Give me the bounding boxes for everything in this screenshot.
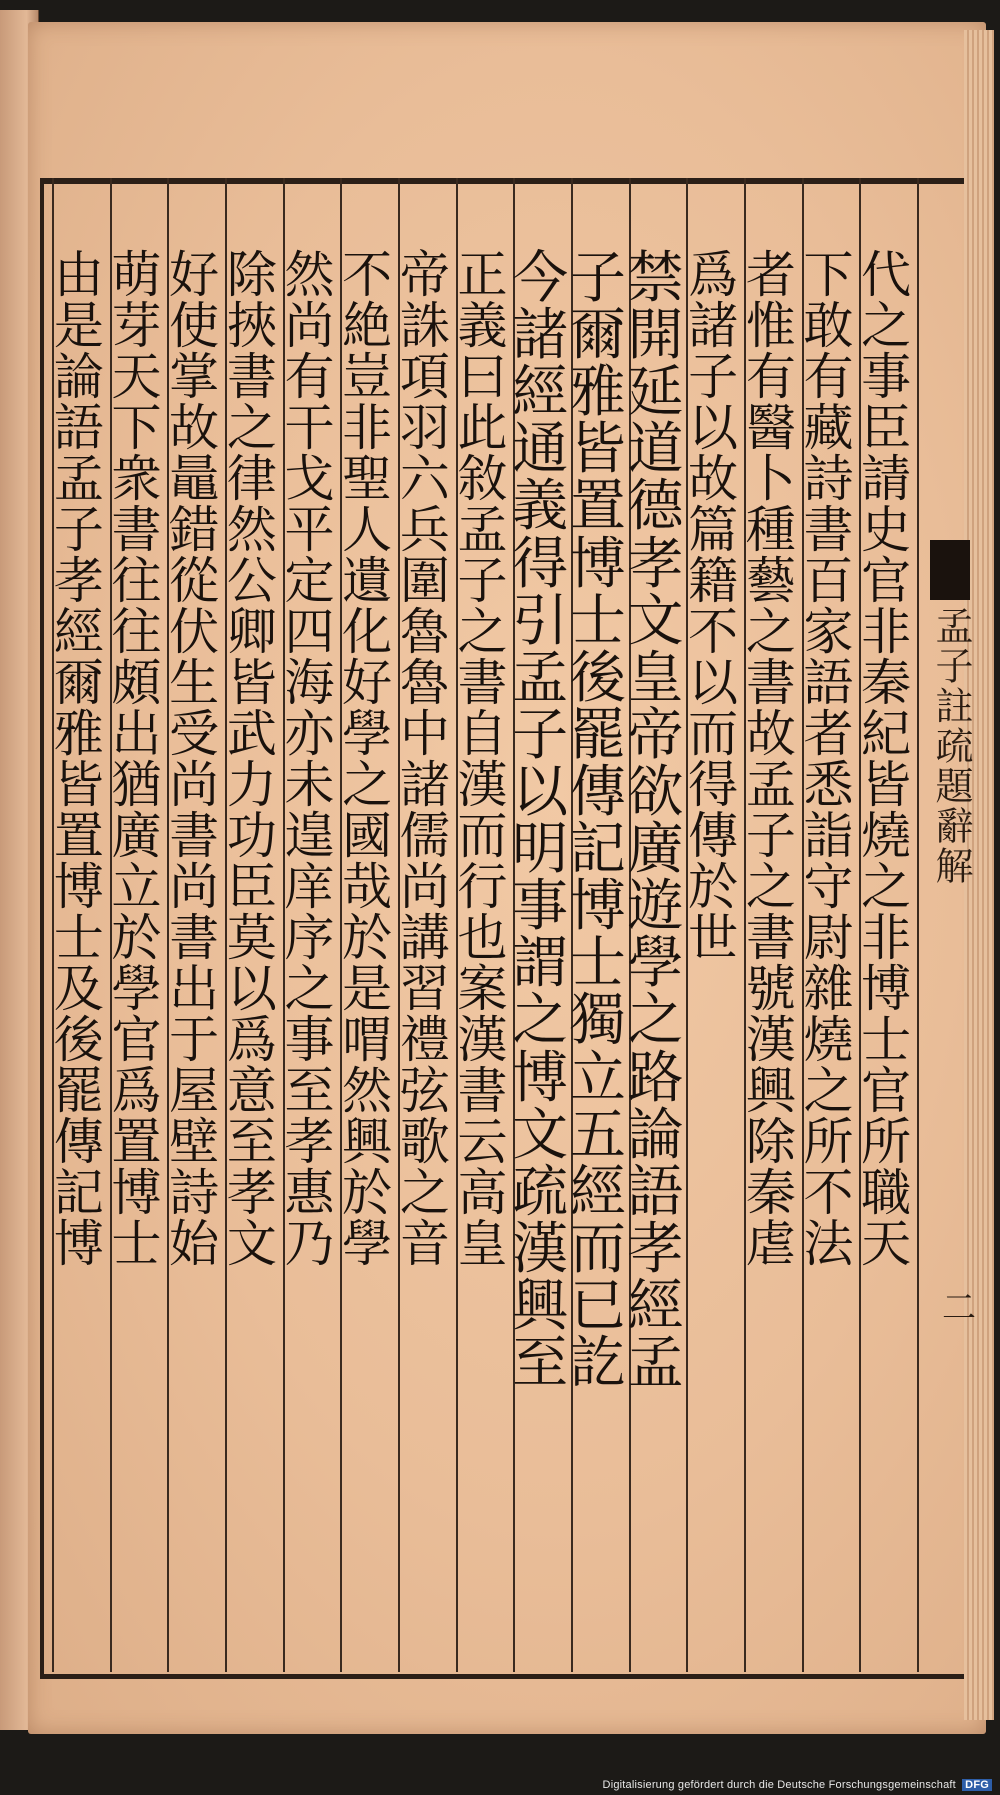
digitization-credit	[603, 1779, 992, 1791]
text-column: 爲 諸 子 以 故 篇 籍 不 以 而 得 傳 於 世	[688, 246, 739, 967]
text-column: 者 惟 有 醫 卜 種 藝 之 書 故 孟 子 之 書 號 漢 興 除 秦 虐	[745, 246, 796, 1273]
folio-number: 二	[942, 1288, 976, 1328]
text-column: 萌 芽 天 下 衆 書 往 往 頗 出 猶 廣 立 於 學 官 爲 置 博 士	[111, 246, 162, 1273]
text-column: 好 使 掌 故 鼂 錯 從 伏 生 受 尚 書 尚 書 出 于 屋 壁 詩 始	[169, 246, 220, 1273]
text-column: 下 敢 有 藏 詩 書 百 家 語 者 悉 詣 守 尉 雜 燒 之 所 不 法	[803, 246, 854, 1273]
text-column: 代 之 事 臣 請 史 官 非 秦 紀 皆 燒 之 非 博 士 官 所 職 天	[861, 246, 912, 1273]
dfg-logo: DFG	[962, 1779, 992, 1791]
text-column: 然 尚 有 干 戈 平 定 四 海 亦 未 遑 庠 序 之 事 至 孝 惠 乃	[284, 246, 335, 1273]
text-column: 今 諸 經 通 義 得 引 孟 子 以 明 事 謂 之 博 文 疏 漢 興 至	[512, 246, 569, 1397]
text-column: 禁 開 延 道 德 孝 文 皇 帝 欲 廣 遊 學 之 路 論 語 孝 經 孟	[627, 246, 684, 1397]
text-column: 由 是 論 語 孟 子 孝 經 爾 雅 皆 置 博 士 及 後 罷 傳 記 博	[53, 246, 104, 1273]
text-column: 不 絶 豈 非 聖 人 遺 化 好 學 之 國 哉 於 是 喟 然 興 於 學	[342, 246, 393, 1273]
text-column: 帝 誅 項 羽 六 兵 圍 魯 魯 中 諸 儒 尚 講 習 禮 弦 歌 之 音	[399, 246, 450, 1273]
column-rule	[917, 178, 919, 1672]
fishtail-mark	[930, 540, 970, 600]
text-column: 子 爾 雅 皆 置 博 士 後 罷 傳 記 博 士 獨 立 五 經 而 已 訖	[569, 246, 626, 1397]
credit-text: Digitalisierung gefördert durch die Deutsche Forschungsgemeinschaft	[602, 1779, 956, 1791]
gutter-title: 孟子註疏題辭解	[928, 606, 973, 886]
text-column: 正 義 曰 此 敘 孟 子 之 書 自 漢 而 行 也 案 漢 書 云 高 皇	[457, 246, 508, 1273]
gutter-margin	[928, 540, 973, 1300]
text-column: 除 挾 書 之 律 然 公 卿 皆 武 力 功 臣 莫 以 爲 意 至 孝 文	[226, 246, 277, 1273]
